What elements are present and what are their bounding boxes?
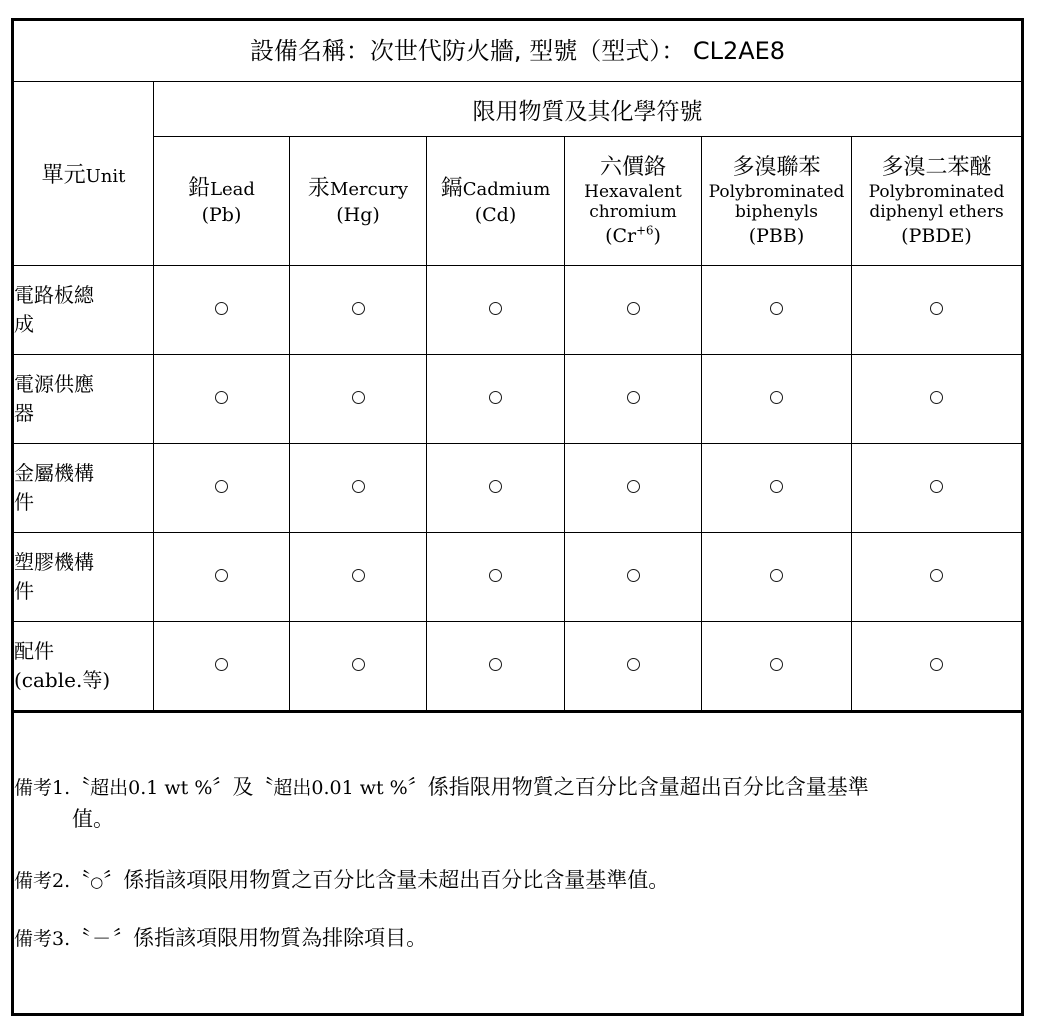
note-2-quote-open: 〝 — [70, 868, 91, 892]
circle-mark-icon — [930, 480, 943, 493]
substance-cadmium-label: 鎘Cadmium — [440, 175, 551, 201]
substance-cadmium-symbol: (Cd) — [474, 203, 517, 226]
mark-cell-mercury — [290, 355, 427, 444]
notes-row — [13, 712, 1023, 1015]
mark-cell-chromium — [565, 355, 702, 444]
mark-cell-lead — [154, 266, 290, 355]
note-1-tail: 係指限用物質之百分比含量超出百分比含量基準 — [427, 775, 869, 799]
substance-pbb-symbol: (PBB) — [748, 224, 805, 247]
circle-mark-icon — [489, 658, 502, 671]
mark-cell-mercury — [290, 622, 427, 712]
substance-pbde-cn: 多溴二苯醚 — [881, 154, 992, 180]
unit-label-line1: 配件 — [14, 639, 54, 663]
unit-label-line1: 電源供應 — [14, 372, 94, 396]
unit-label-line1: 電路板總 — [14, 283, 94, 307]
note-1-quote-open: 〝 — [70, 775, 91, 799]
circle-mark-icon — [770, 480, 783, 493]
note-3-label: 備考3. — [14, 927, 71, 950]
circle-mark-icon — [489, 569, 502, 582]
note-1-threshold-b: 超出0.01 wt % — [273, 777, 408, 799]
table-row — [13, 355, 1023, 444]
mark-cell-pbde — [852, 533, 1023, 622]
table-row — [13, 533, 1023, 622]
note-1 — [14, 772, 1021, 835]
circle-mark-icon — [489, 480, 502, 493]
circle-mark-icon — [627, 391, 640, 404]
note-1-continuation: 值。 — [72, 806, 114, 831]
substance-header-lead — [154, 137, 290, 266]
mark-cell-mercury — [290, 266, 427, 355]
substance-header-row — [13, 137, 1023, 266]
mark-cell-cadmium — [427, 622, 565, 712]
table-row — [13, 266, 1023, 355]
circle-mark-icon — [627, 480, 640, 493]
mark-cell-pbde — [852, 355, 1023, 444]
circle-mark-icon — [627, 302, 640, 315]
substance-header-hexavalent-chromium — [565, 137, 702, 266]
circle-mark-icon — [627, 569, 640, 582]
mark-cell-mercury — [290, 444, 427, 533]
mark-cell-lead — [154, 622, 290, 712]
note-1-label: 備考1. — [14, 777, 71, 799]
substance-mercury-label: 汞Mercury — [307, 175, 409, 201]
circle-mark-icon — [770, 302, 783, 315]
circle-mark-icon — [352, 569, 365, 582]
circle-mark-icon — [489, 302, 502, 315]
note-3 — [14, 923, 1021, 955]
mark-cell-pbb — [702, 622, 852, 712]
unit-label-line2: (cable.等) — [14, 668, 111, 692]
substance-chromium-en-line2: chromium — [589, 202, 677, 223]
unit-label-cell — [13, 622, 154, 712]
unit-header-cn: 單元 — [41, 163, 86, 188]
note-3-quote-open: 〝 — [70, 925, 91, 950]
note-3-dash-symbol: － — [92, 927, 112, 950]
circle-mark-icon — [215, 391, 228, 404]
note-2 — [14, 865, 1021, 897]
circle-mark-icon — [930, 569, 943, 582]
substance-header-pbde — [852, 137, 1023, 266]
mark-cell-cadmium — [427, 444, 565, 533]
mark-cell-pbde — [852, 266, 1023, 355]
circle-mark-icon — [770, 569, 783, 582]
unit-label-line2: 成 — [14, 312, 34, 336]
substance-lead-symbol: (Pb) — [201, 203, 242, 226]
table-row — [13, 444, 1023, 533]
mark-cell-pbb — [702, 355, 852, 444]
restricted-substances-header-text: 限用物質及其化學符號 — [472, 98, 703, 125]
note-2-circle-symbol: ○ — [90, 873, 104, 891]
mark-cell-pbde — [852, 622, 1023, 712]
mark-cell-lead — [154, 355, 290, 444]
unit-label-cell — [13, 533, 154, 622]
mark-cell-pbb — [702, 266, 852, 355]
note-2-quote-close: 〞 — [103, 868, 124, 892]
mark-cell-mercury — [290, 533, 427, 622]
circle-mark-icon — [930, 391, 943, 404]
substance-pbde-en-line1: Polybrominated — [868, 181, 1005, 202]
note-2-label: 備考2. — [14, 870, 71, 892]
note-1-quote-open-b: 〝 — [253, 775, 274, 799]
mark-cell-chromium — [565, 622, 702, 712]
circle-mark-icon — [930, 302, 943, 315]
unit-label-line1: 金屬機構 — [14, 461, 94, 485]
substance-header-cadmium — [427, 137, 565, 266]
mark-cell-lead — [154, 444, 290, 533]
mark-cell-pbb — [702, 533, 852, 622]
substance-header-mercury — [290, 137, 427, 266]
note-3-tail: 係指該項限用物質為排除項目。 — [133, 925, 428, 950]
substance-pbb-cn: 多溴聯苯 — [732, 154, 821, 180]
mark-cell-cadmium — [427, 533, 565, 622]
equipment-title-cell — [13, 20, 1023, 82]
substance-mercury-symbol: (Hg) — [336, 203, 380, 226]
note-3-quote-close: 〞 — [113, 925, 134, 950]
unit-label-cell — [13, 355, 154, 444]
circle-mark-icon — [352, 480, 365, 493]
equipment-title-text: 設備名稱：次世代防火牆, 型號（型式）： CL2AE8 — [249, 36, 786, 65]
note-1-conjunction: 及 — [232, 775, 254, 799]
mark-cell-cadmium — [427, 355, 565, 444]
substance-pbde-symbol: (PBDE) — [901, 224, 972, 247]
circle-mark-icon — [489, 391, 502, 404]
substance-chromium-symbol: $(Cr^{+6})$ — [605, 223, 661, 247]
unit-header-en: Unit — [85, 166, 126, 187]
mark-cell-pbb — [702, 444, 852, 533]
mark-cell-chromium — [565, 266, 702, 355]
mark-cell-chromium — [565, 444, 702, 533]
unit-label-line2: 件 — [14, 490, 34, 514]
mark-cell-lead — [154, 533, 290, 622]
circle-mark-icon — [770, 391, 783, 404]
note-2-tail: 係指該項限用物質之百分比含量未超出百分比含量基準值。 — [123, 868, 670, 892]
note-1-threshold-a: 超出0.1 wt % — [90, 777, 213, 799]
mark-cell-chromium — [565, 533, 702, 622]
substance-chromium-en-line1: Hexavalent — [584, 181, 682, 202]
mark-cell-cadmium — [427, 266, 565, 355]
unit-label-line2: 件 — [14, 579, 34, 603]
circle-mark-icon — [215, 480, 228, 493]
rohs-table — [11, 18, 1024, 1016]
table-row — [13, 622, 1023, 712]
note-1-quote-close-a: 〞 — [212, 775, 233, 799]
notes-cell — [13, 712, 1023, 1015]
unit-header-cell — [13, 82, 154, 266]
circle-mark-icon — [770, 658, 783, 671]
circle-mark-icon — [352, 391, 365, 404]
title-row — [13, 20, 1023, 82]
circle-mark-icon — [930, 658, 943, 671]
unit-label-cell — [13, 266, 154, 355]
circle-mark-icon — [215, 302, 228, 315]
circle-mark-icon — [352, 658, 365, 671]
note-1-quote-close-b: 〞 — [407, 775, 428, 799]
restricted-substances-header-cell — [154, 82, 1023, 137]
circle-mark-icon — [215, 569, 228, 582]
unit-label-line2: 器 — [14, 401, 34, 425]
circle-mark-icon — [215, 658, 228, 671]
substance-pbb-en-line1: Polybrominated — [708, 181, 845, 202]
unit-label-cell — [13, 444, 154, 533]
mark-cell-pbde — [852, 444, 1023, 533]
circle-mark-icon — [352, 302, 365, 315]
substance-pbde-en-line2: diphenyl ethers — [869, 202, 1004, 223]
substance-pbb-en-line2: biphenyls — [735, 202, 818, 223]
substance-chromium-cn: 六價鉻 — [599, 154, 666, 180]
substance-header-pbb — [702, 137, 852, 266]
group-header-row — [13, 82, 1023, 137]
substance-lead-label: 鉛Lead — [188, 175, 255, 201]
circle-mark-icon — [627, 658, 640, 671]
unit-label-line1: 塑膠機構 — [14, 550, 94, 574]
